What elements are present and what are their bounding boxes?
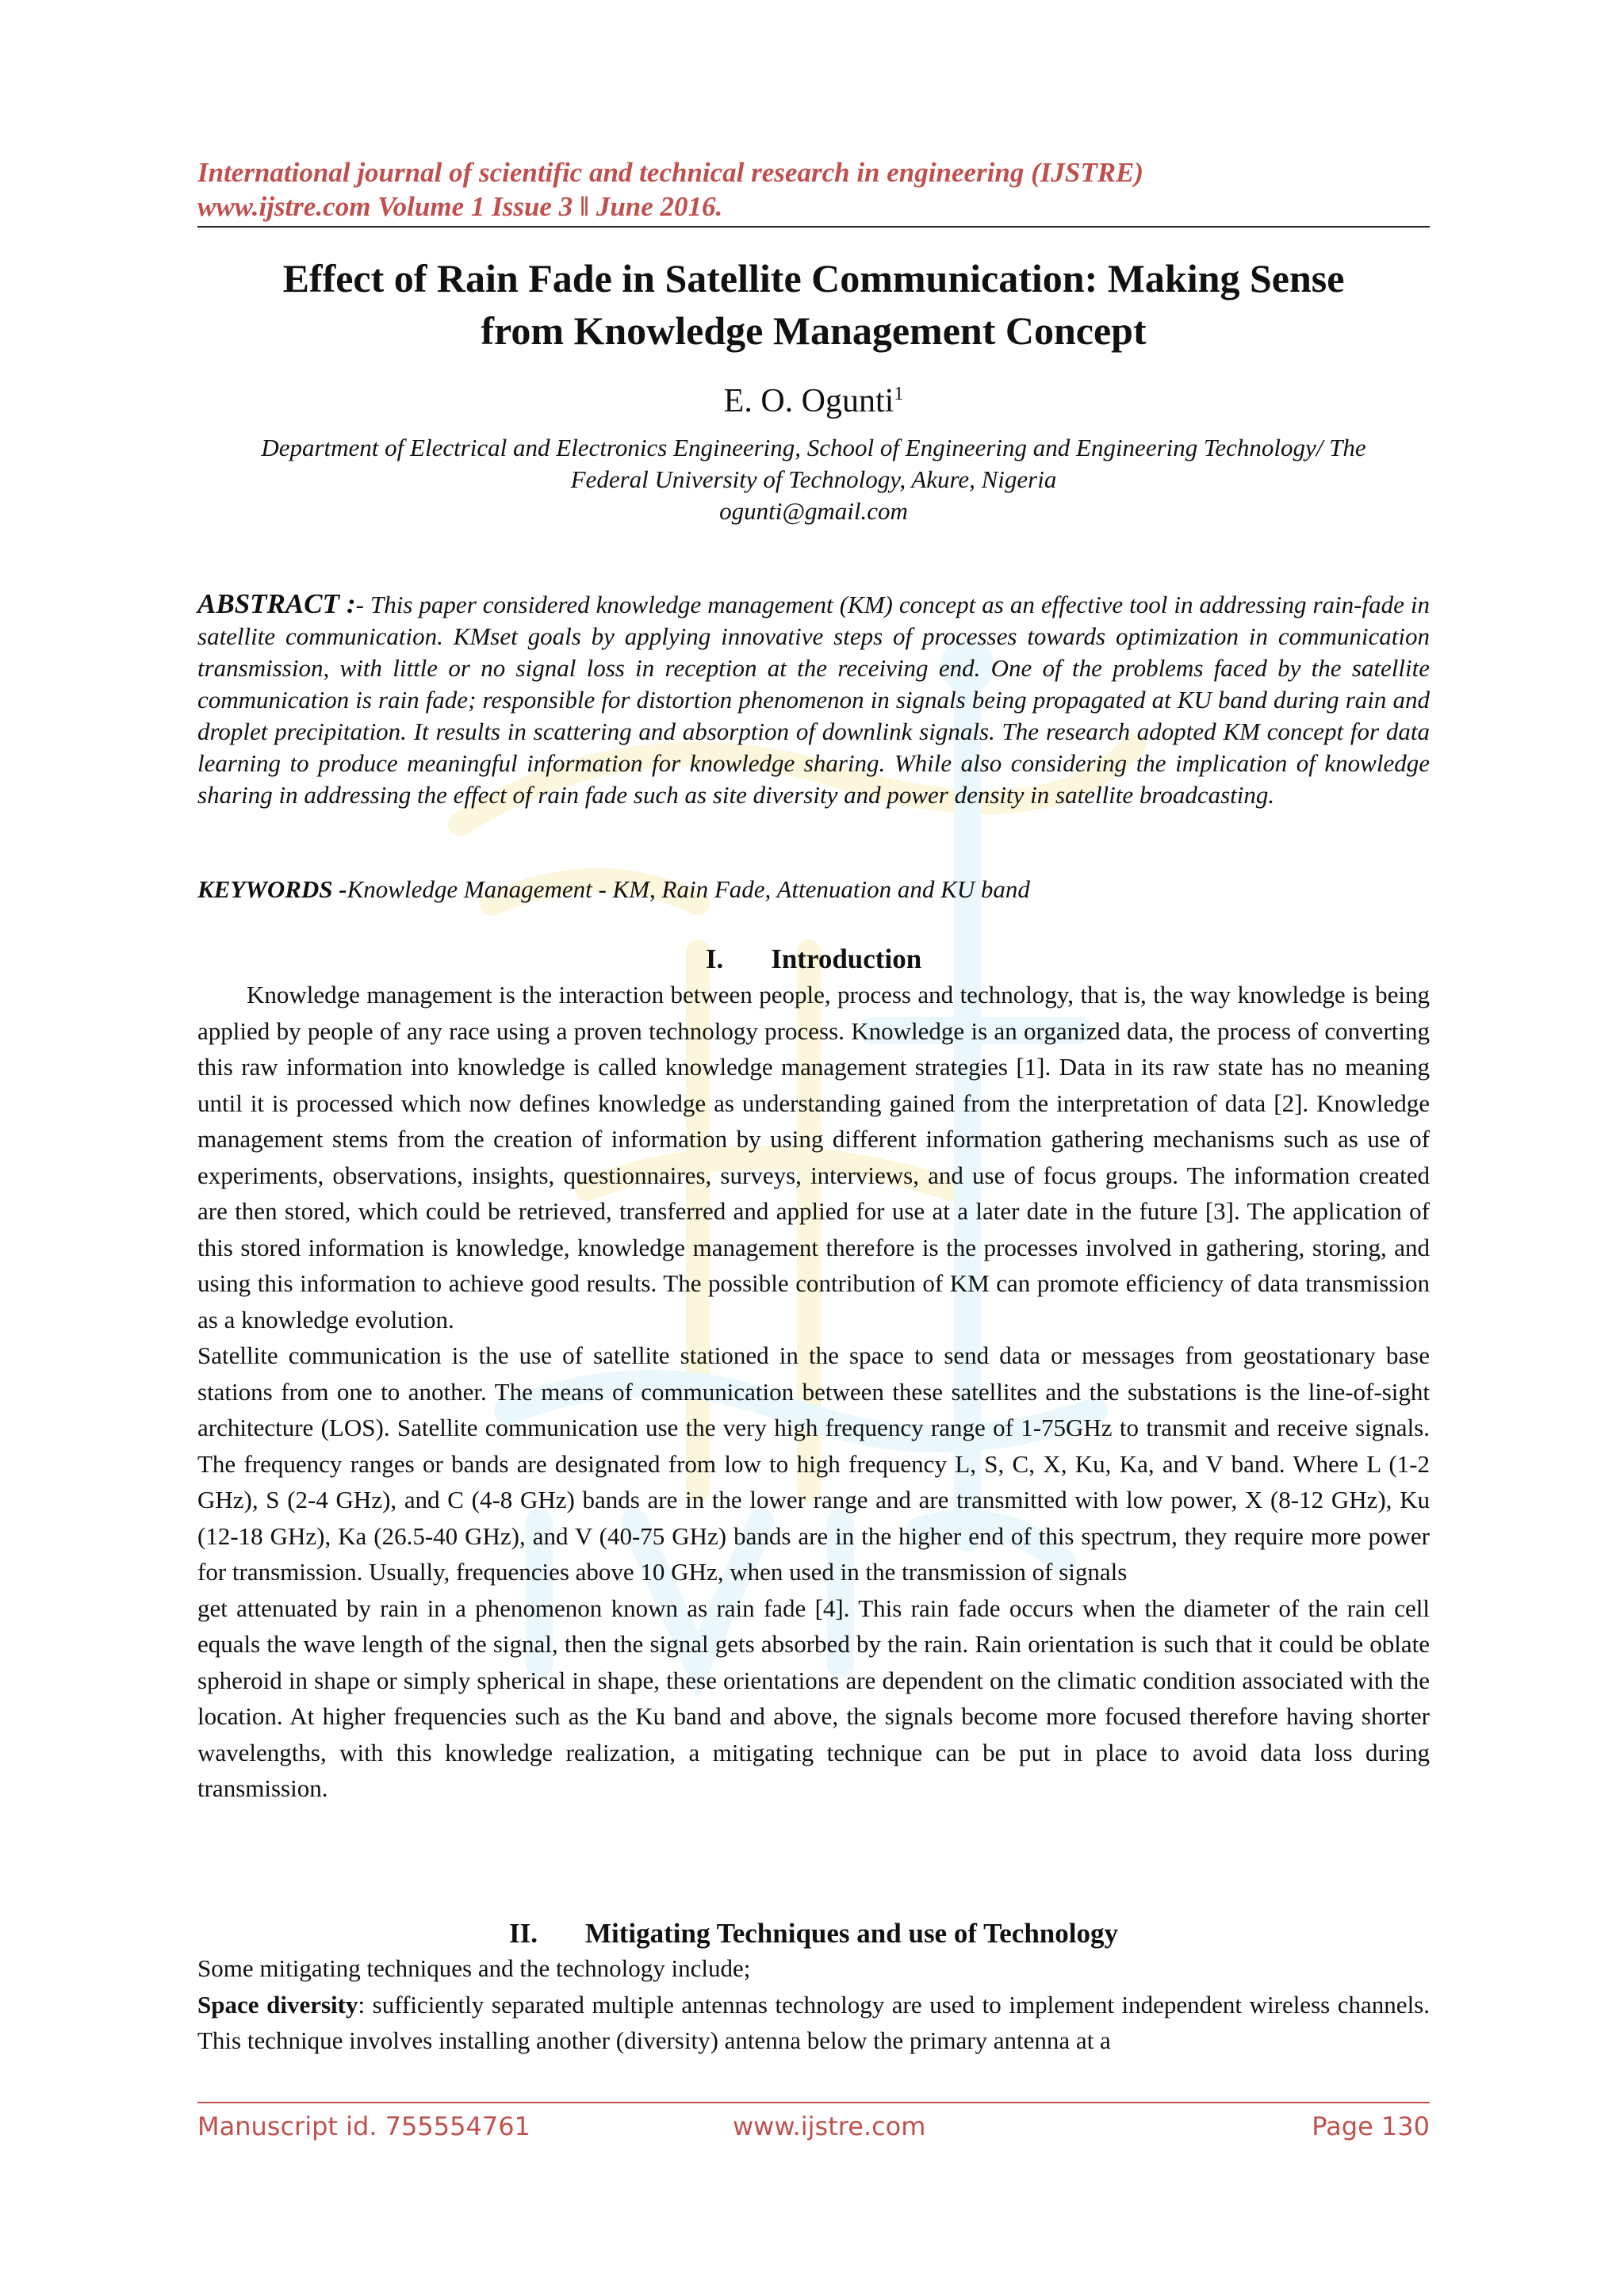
page-number: Page 130 xyxy=(1312,2111,1430,2141)
author-email[interactable]: ogunti@gmail.com xyxy=(719,497,908,525)
affiliation xyxy=(197,432,1430,527)
keywords-label: KEYWORDS - xyxy=(197,875,347,903)
term-description: : sufficiently separated multiple antennas technology are used to implement independent wireless channels. This technique involves installing another (diversity) antenna below the primary antenna at a xyxy=(197,1990,1430,2054)
section-title: Introduction xyxy=(771,943,922,974)
section-title: Mitigating Techniques and use of Technology xyxy=(585,1918,1118,1949)
introduction-body xyxy=(197,977,1430,1807)
journal-name: International journal of scientific and technical research in engineering (IJSTRE) xyxy=(197,157,1144,188)
keywords-text: Knowledge Management - KM, Rain Fade, Attenuation and KU band xyxy=(347,875,1030,903)
author-name: E. O. Ogunti xyxy=(723,383,894,419)
abstract-label: ABSTRACT : xyxy=(197,588,356,619)
author-superscript: 1 xyxy=(894,384,904,404)
issue-info: www.ijstre.com Volume 1 Issue 3 ‖ June 2016. xyxy=(197,191,723,222)
footer-website-link[interactable]: www.ijstre.com xyxy=(733,2111,926,2141)
author xyxy=(197,381,1430,422)
section-number: II. xyxy=(509,1918,538,1949)
header-divider xyxy=(197,226,1430,228)
title-line-2: from Knowledge Management Concept xyxy=(481,308,1147,353)
manuscript-id: Manuscript id. 755554761 xyxy=(197,2111,530,2141)
abstract xyxy=(197,588,1430,811)
section-number: I. xyxy=(705,943,724,974)
paper-title xyxy=(197,252,1430,357)
title-line-1: Effect of Rain Fade in Satellite Communication: Making Sense xyxy=(282,256,1345,300)
paragraph: get attenuated by rain in a phenomenon known as rain fade [4]. This rain fade occurs when the diameter of the rain cell equals the wave length of the signal, then the signal gets absorbed by the rain. Rain orientation is such that it could be oblate spheroid in shape or simply spherical in shape, these orientations are dependent on the climatic condition associated with the location. At higher frequencies such as the Ku band and above, the signals become more focused therefore having shorter wavelengths, with this knowledge realization, a mitigating technique can be put in place to avoid data loss during transmission. xyxy=(197,1594,1430,1802)
section-heading-mitigating-techniques xyxy=(197,1916,1430,1951)
abstract-text: - This paper considered knowledge management (KM) concept as an effective tool in addressing rain-fade in satellite communication. KMset goals by applying innovative steps of processes towards optimization in communication transmission, with little or no signal loss in reception at the receiving end. One of the problems faced by the satellite communication is rain fade; responsible for distortion phenomenon in signals being propagated at KU band during rain and droplet precipitation. It results in scattering and absorption of downlink signals. The research adopted KM concept for data learning to produce meaningful information for knowledge sharing. While also considering the implication of knowledge sharing in addressing the effect of rain fade such as site diversity and power density in satellite broadcasting. xyxy=(197,591,1430,809)
paragraph: Some mitigating techniques and the technology include; xyxy=(197,1954,751,1982)
paragraph: Satellite communication is the use of satellite stationed in the space to send data or messages from geostationary base stations from one to another. The means of communication between these satellites and the substations is the line-of-sight architecture (LOS). Satellite communication use the very high frequency range of 1-75GHz to transmit and receive signals. The frequency ranges or bands are designated from low to high frequency L, S, C, X, Ku, Ka, and V band. Where L (1-2 GHz), S (2-4 GHz), and C (4-8 GHz) bands are in the lower range and are transmitted with low power, X (8-12 GHz), Ku (12-18 GHz), Ka (26.5-40 GHz), and V (40-75 GHz) bands are in the higher end of this spectrum, they require more power for transmission. Usually, frequencies above 10 GHz, when used in the transmission of signals xyxy=(197,1341,1430,1586)
paragraph xyxy=(197,1987,1430,2059)
affiliation-line-2: Federal University of Technology, Akure, Nigeria xyxy=(570,465,1057,493)
footer-divider xyxy=(197,2102,1430,2103)
mitigating-techniques-body xyxy=(197,1950,1430,2059)
journal-header xyxy=(197,155,1430,224)
term-space-diversity: Space diversity xyxy=(197,1990,358,2019)
affiliation-line-1: Department of Electrical and Electronics Engineering, School of Engineering and Engineering Technology/ The xyxy=(261,434,1366,461)
section-heading-introduction xyxy=(197,942,1430,977)
keywords xyxy=(197,874,1430,905)
paragraph: Knowledge management is the interaction between people, process and technology, that is, the way knowledge is being applied by people of any race using a proven technology process. Knowledge is an organized data, the process of converting this raw information into knowledge is called knowledge management strategies [1]. Data in its raw state has no meaning until it is processed which now defines knowledge as understanding gained from the interpretation of data [2]. Knowledge management stems from the creation of information by using different information gathering mechanisms such as use of experiments, observations, insights, questionnaires, surveys, interviews, and use of focus groups. The information created are then stored, which could be retrieved, transferred and applied for use at a later date in the future [3]. The application of this stored information is knowledge, knowledge management therefore is the processes involved in gathering, storing, and using this information to achieve good results. The possible contribution of KM can promote efficiency of data transmission as a knowledge evolution. xyxy=(197,981,1430,1334)
page-footer xyxy=(197,2109,1430,2144)
